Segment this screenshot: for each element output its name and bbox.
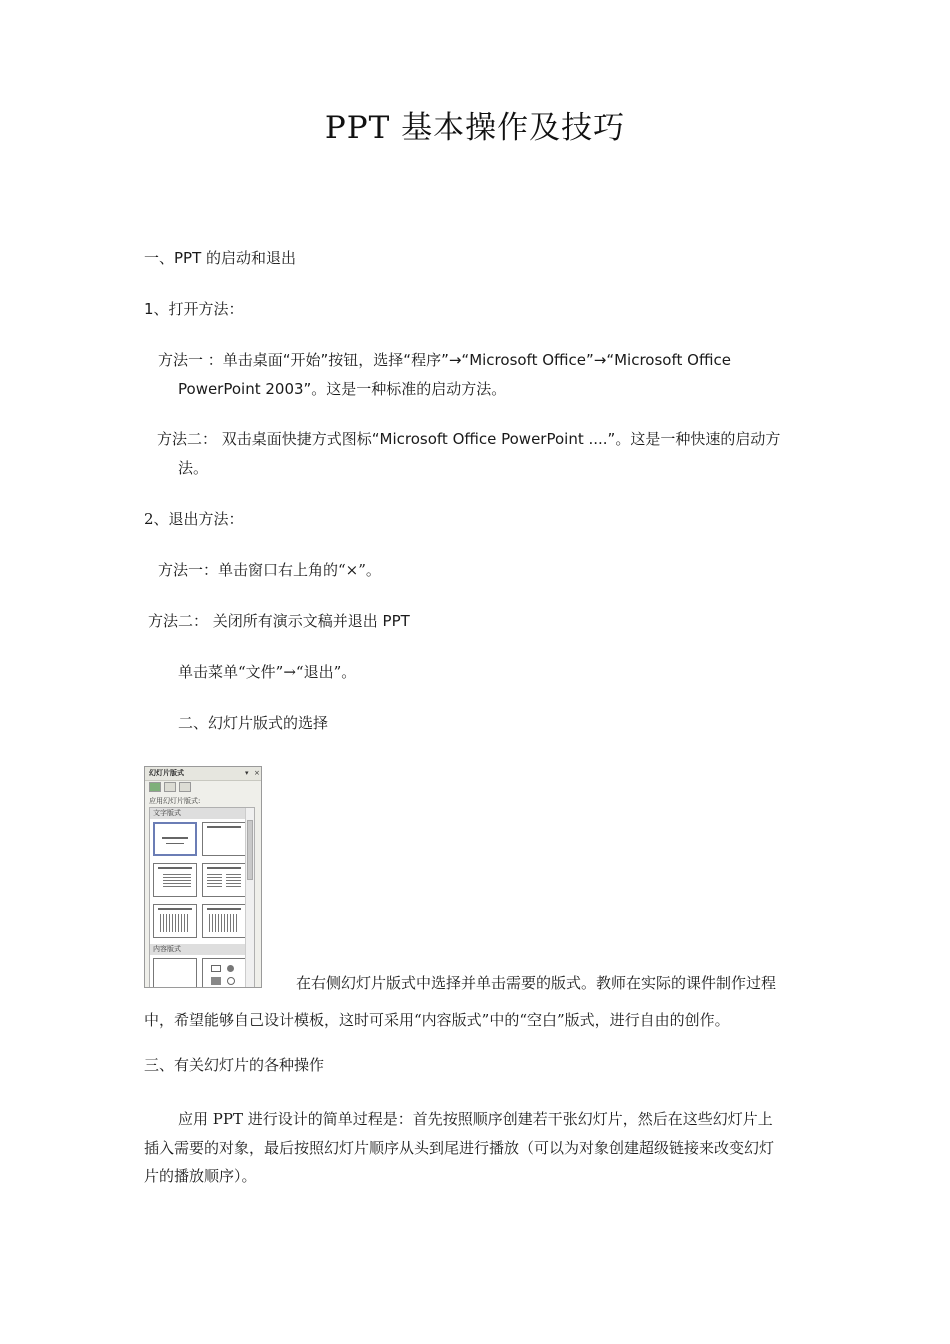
slide-layout-panel-image xyxy=(144,766,262,988)
content-layouts-section: 内容版式 xyxy=(150,944,246,955)
open-method1-line2: PowerPoint 2003”。这是一种标准的启动方法。 xyxy=(178,380,507,398)
open-method1-line1: 方法一 ：单击桌面“开始”按钮，选择“程序”→“Microsoft Office”→“Microsoft Office xyxy=(158,351,731,369)
document-title: PPT 基本操作及技巧 xyxy=(324,110,626,146)
layout-thumb-vertical-text xyxy=(153,904,197,938)
text-layouts-section: 文字版式 xyxy=(150,808,246,819)
panel-header xyxy=(145,767,261,781)
exit-method1: 方法一：单击窗口右上角的“×”。 xyxy=(158,561,381,579)
layout-list xyxy=(149,807,255,988)
exit-method2: 方法二： 关闭所有演示文稿并退出 PPT xyxy=(148,612,410,630)
panel-scrollbar xyxy=(245,808,254,988)
section3-para-line1: 应用 PPT 进行设计的简单过程是：首先按照顺序创建若干张幻灯片，然后在这些幻灯片上 xyxy=(178,1110,773,1128)
section2-heading: 二、幻灯片版式的选择 xyxy=(178,714,329,732)
open-method-heading: 1、打开方法： xyxy=(144,300,244,318)
panel-title: 幻灯片版式 xyxy=(149,769,184,777)
layout-thumb-title-slide xyxy=(153,822,197,856)
exit-method2-detail: 单击菜单“文件”→“退出”。 xyxy=(178,663,357,681)
section3-para-line3: 片的播放顺序）。 xyxy=(144,1167,257,1185)
section3-heading: 三、有关幻灯片的各种操作 xyxy=(144,1056,325,1074)
layout-thumb-vertical-title-text xyxy=(202,904,246,938)
home-icon xyxy=(179,782,191,792)
section2-para-line1: 在右侧幻灯片版式中选择并单击需要的版式。教师在实际的课件制作过程 xyxy=(296,974,777,992)
exit-method-heading: 2、退出方法： xyxy=(144,510,244,528)
section1-heading: 一、PPT 的启动和退出 xyxy=(144,249,297,267)
layout-thumb-blank xyxy=(153,958,197,988)
apply-layout-label: 应用幻灯片版式: xyxy=(149,797,201,805)
section3-para-line2: 插入需要的对象，最后按照幻灯片顺序从头到尾进行播放（可以为对象创建超级链接来改变幻灯 xyxy=(144,1139,775,1157)
layout-thumb-title-only xyxy=(202,822,246,856)
layout-thumb-content xyxy=(202,958,246,988)
forward-icon xyxy=(164,782,176,792)
close-icon: × xyxy=(254,769,260,777)
open-method2-line2: 法。 xyxy=(178,459,209,477)
back-icon xyxy=(149,782,161,792)
section2-para-line2: 中，希望能够自己设计模板，这时可采用“内容版式”中的“空白”版式，进行自由的创作。 xyxy=(144,1011,730,1029)
layout-thumb-title-text xyxy=(153,863,197,897)
chevron-down-icon: ▾ xyxy=(245,769,249,777)
layout-thumb-two-column-text xyxy=(202,863,246,897)
open-method2-line1: 方法二： 双击桌面快捷方式图标“Microsoft Office PowerPoint ....”。这是一种快速的启动方 xyxy=(157,430,781,448)
